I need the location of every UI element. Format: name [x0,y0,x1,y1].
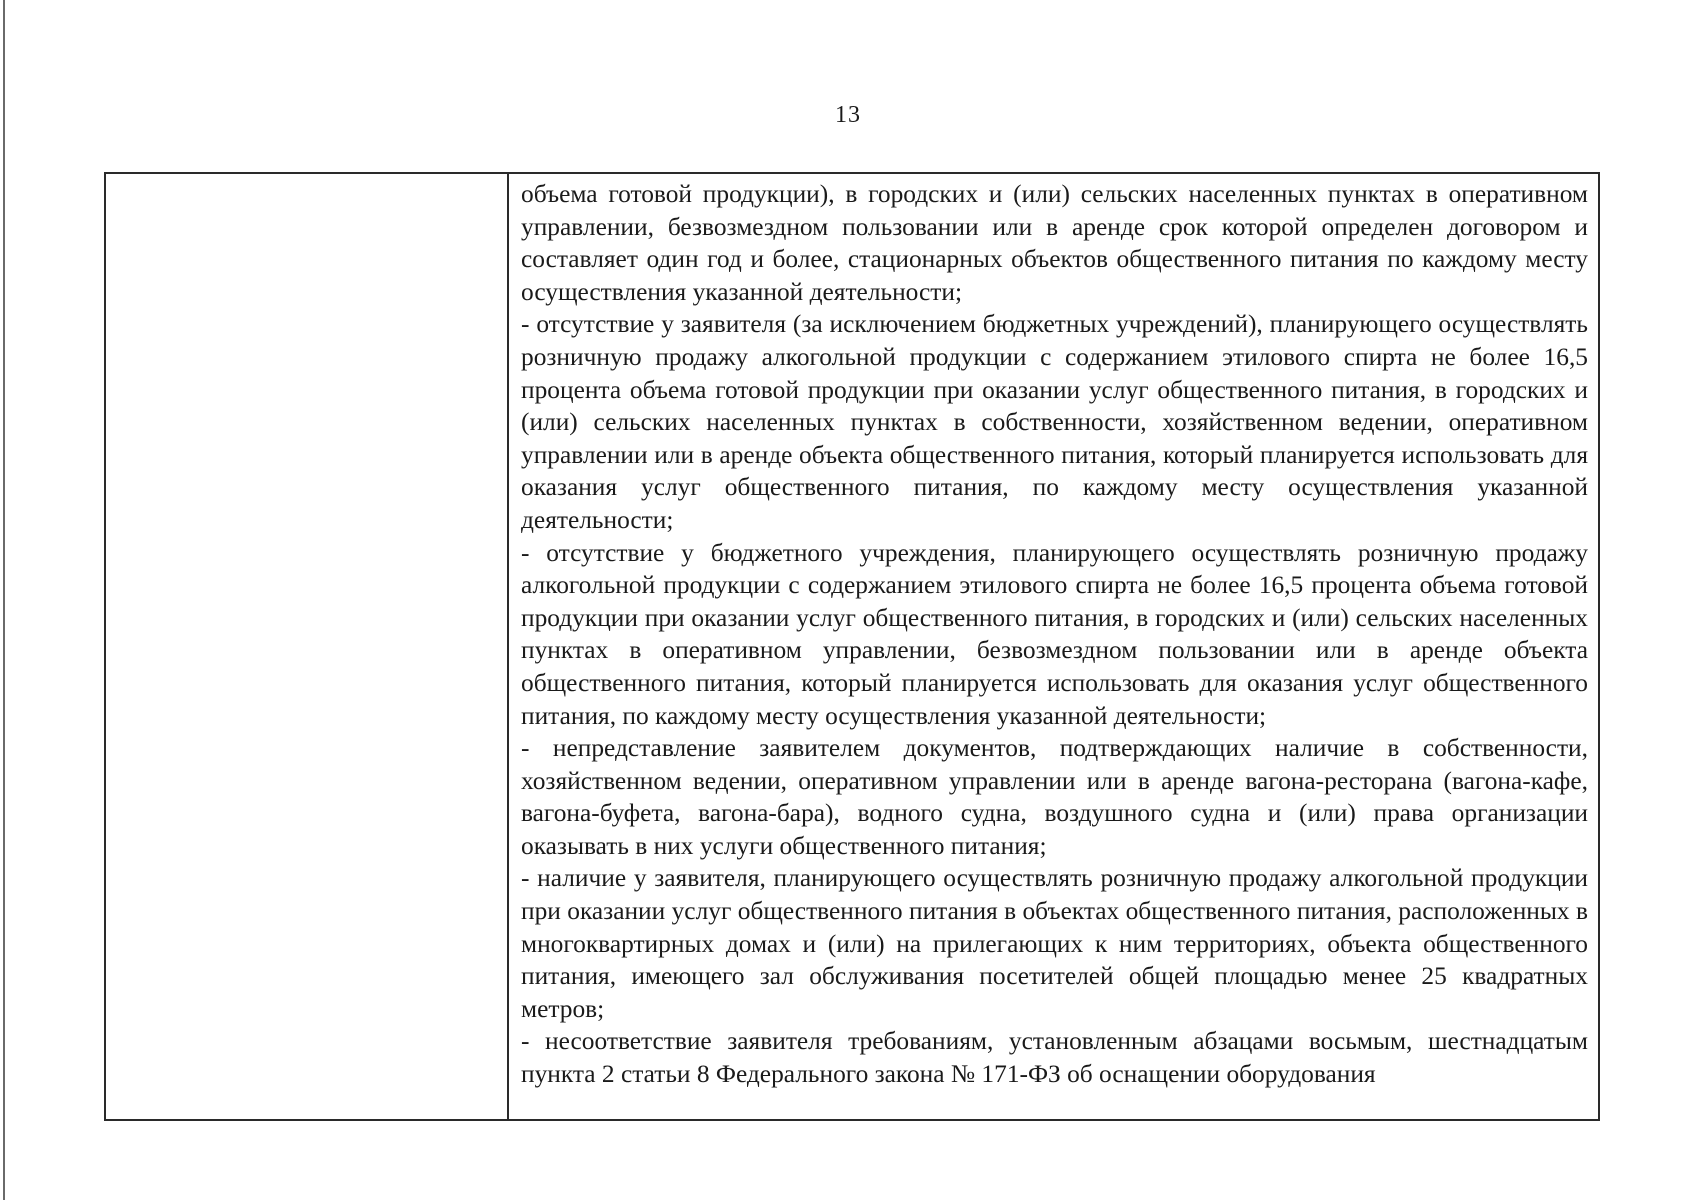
document-table [104,172,1600,1121]
paragraph: - непредставление заявителем документов, подтверждающих наличие в собственности, хозяйственном ведении, оперативном управлении или в аренде вагона-ресторана (вагона-кафе, вагона-буфета, вагона-бара), водного судна, воздушного судна и (или) права организации оказывать в них услуги общественного питания; [521,734,1588,860]
table-right-cell [509,174,1598,1119]
paragraph: - наличие у заявителя, планирующего осуществлять розничную продажу алкогольной продукции при оказании услуг общественного питания в объектах общественного питания, расположенных в многоквартирных домах и (или) на прилегающих к ним территориях, объекта общественного питания, имеющего зал обслуживания посетителей общей площадью менее 25 квадратных метров; [521,864,1588,1023]
page-number: 13 [835,102,861,128]
paragraph: - отсутствие у бюджетного учреждения, планирующего осуществлять розничную продажу алкогольной продукции с содержанием этилового спирта не более 16,5 процента объема готовой продукции при оказании услуг общественного питания, в городских и (или) сельских населенных пунктах в оперативном управлении, безвозмездном пользовании или в аренде объекта общественного питания, который планируется использовать для оказания услуг общественного питания, по каждому месту осуществления указанной деятельности; [521,538,1588,730]
paragraph: - отсутствие у заявителя (за исключением бюджетных учреждений), планирующего осуществлять розничную продажу алкогольной продукции с содержанием этилового спирта не более 16,5 процента объема готовой продукции при оказании услуг общественного питания, в городских и (или) сельских населенных пунктах в собственности, хозяйственном ведении, оперативном управлении или в аренде объекта общественного питания, который планируется использовать для оказания услуг общественного питания, по каждому месту осуществления указанной деятельности; [521,310,1588,534]
table-left-cell [106,174,509,1119]
scan-edge-line [3,0,5,1200]
paragraph: - несоответствие заявителя требованиям, установленным абзацами восьмым, шестнадцатым пункта 2 статьи 8 Федерального закона № 171-ФЗ об оснащении оборудования [521,1027,1588,1089]
paragraph: объема готовой продукции), в городских и (или) сельских населенных пунктах в оперативном управлении, безвозмездном пользовании или в аренде срок которой определен договором и составляет один год и более, стационарных объектов общественного питания по каждому месту осуществления указанной деятельности; [521,180,1588,306]
